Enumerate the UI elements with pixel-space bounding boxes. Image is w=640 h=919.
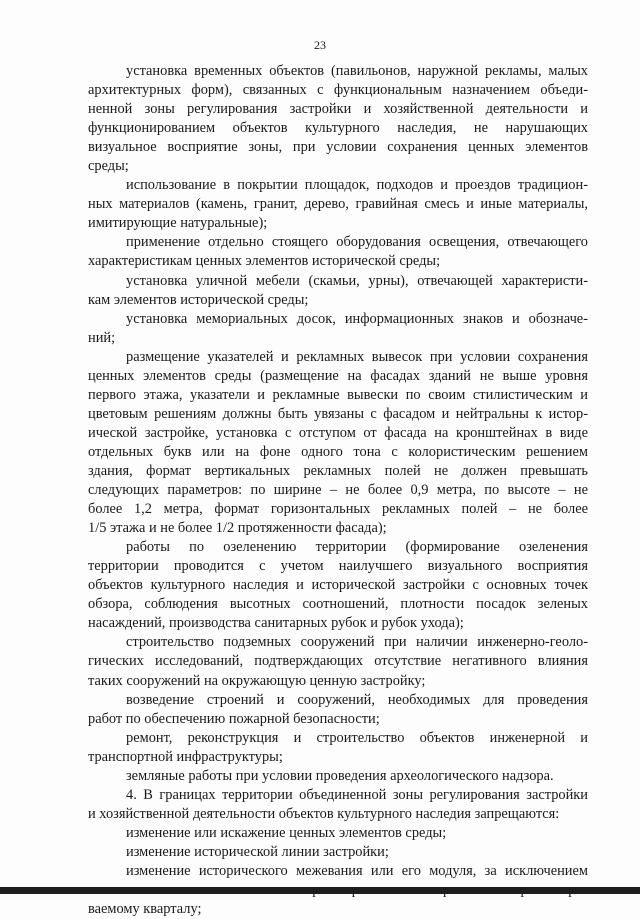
text-line: цветовым решениям должны быть увязаны с фасадом и нейтральны к истор- [88,405,588,422]
text-line: здания, формат вертикальных рекламных полей не должен превышать [88,462,588,479]
text-line: ваемому кварталу; [88,901,202,918]
text-line: и хозяйственной деятельности объектов культурного наследия запрещаются: [88,805,560,822]
text-line: насаждений, производства санитарных рубок и рубок ухода); [88,615,464,632]
text-line: работ по обеспечению пожарной безопасности; [88,710,380,727]
text-line: имитирующие натуральные); [88,215,268,232]
text-line: гических исследований, подтверждающих отсутствие негативного влияния [88,653,588,670]
text-line: ний; [88,329,116,346]
text-line: установка уличной мебели (скамьи, урны), отвечающей характеристи- [126,272,588,289]
text-line: визуальное восприятие зоны, при условии сохранения ценных элементов [88,139,588,156]
text-line: работы по озеленению территории (формирование озеленения [126,539,588,556]
text-line: ненной зоны регулирования застройки и хозяйственной деятельности и [88,101,588,118]
document-body [88,62,588,919]
text-line: ных материалов (камень, гранит, дерево, гравийная смесь и иные материалы, [88,196,588,213]
text-line: размещение указателей и рекламных вывесок при условии сохранения [126,348,588,365]
text-line: функционированием объектов культурного наследия, не нарушающих [88,120,588,137]
text-line: кам элементов исторической среды; [88,291,309,308]
text-line: изменение исторического межевания или его модуля, за исключением [126,862,588,879]
text-line: установка временных объектов (павильонов, наружной рекламы, малых [126,63,588,79]
text-line: изменение или искажение ценных элементов среды; [126,824,447,841]
text-line: первого этажа, указатели и рекламные вывески по своим стилистическим и [88,386,588,403]
text-line: архитектурных форм), связанных с функциональным назначением объеди- [88,82,588,99]
text-line: отдельных букв или на фоне одного тона с колористическим решением [88,443,588,460]
text-line: транспортной инфраструктуры; [88,748,283,765]
text-line: следующих параметров: по ширине – не более 0,9 метра, по высоте – не [88,482,588,499]
text-line: земляные работы при условии проведения археологического надзора. [126,767,554,784]
text-line: характеристикам ценных элементов исторической среды; [88,253,441,270]
text-line: обзора, соблюдения высотных соотношений, плотности посадок зеленых [88,596,588,613]
text-line: 4. В границах территории объединенной зоны регулирования застройки [126,786,588,803]
text-line: ремонт, реконструкция и строительство объектов инженерной и [126,729,588,746]
page-number: 23 [314,38,326,52]
scan-bottom-border [0,887,640,894]
text-line: более 1,2 метра, формат горизонтальных рекламных полей – не более [88,501,588,518]
text-line: возведение строений и сооружений, необходимых для проведения [126,691,588,708]
text-line: применение отдельно стоящего оборудования освещения, отвечающего [126,234,588,251]
text-line: таких сооружений на окружающую ценную застройку; [88,672,426,689]
text-line: объектов культурного наследия и исторической застройки с основных точек [88,577,588,594]
text-line: ценных элементов среды (размещение на фасадах зданий не выше уровня [88,367,588,384]
text-line: территории проводится с учетом наилучшего визуального восприятия [88,558,588,575]
text-line: ической застройке, установка с отступом от фасада на кронштейнах в виде [88,424,588,441]
text-line: изменение исторической линии застройки; [126,843,389,860]
text-line: использование в покрытии площадок, подходов и проездов традицион- [126,177,588,194]
text-line: среды; [88,158,129,175]
text-line: 1/5 этажа и не более 1/2 протяженности фасада); [88,520,387,537]
text-line: строительство подземных сооружений при наличии инженерно-геоло- [126,634,588,651]
text-line: установка мемориальных досок, информационных знаков и обозначе- [126,310,588,327]
